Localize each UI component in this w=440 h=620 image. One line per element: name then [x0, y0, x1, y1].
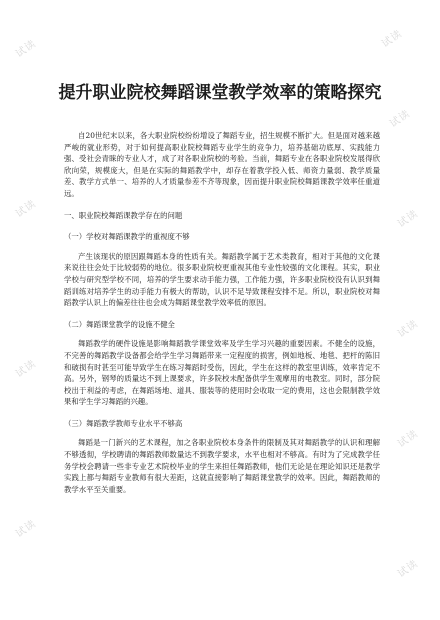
body-paragraph: 产生该现状的原因跟舞蹈本身的性质有关。舞蹈教学属于艺术类教育，相对于其他的文化课来说往往会处于比较弱势的地位。很多职业院校更重视其他专业性较强的文化课程。其实，职业学校与研究型学校不同，培养的学生要求动手能力强，工作能力强，许多职业院校没有认识到舞蹈训练对培养学生的动手能力有极大的帮助，认识不足导致课程安排不足。所以，职业院校对舞蹈教学认识上的偏差往往也会成为舞蹈课堂教学效率低的原因。 [64, 251, 380, 308]
watermark: 试读 [13, 198, 39, 220]
section-heading: 一、职业院校舞蹈课教学存在的问题 [64, 210, 183, 220]
watermark: 试读 [13, 358, 39, 380]
watermark: 试读 [395, 318, 421, 340]
body-paragraph: 舞蹈教学的硬件设施是影响舞蹈教学课堂效率及学生学习兴趣的重要因素。不健全的设施，不完善的舞蹈教学设备都会给学生学习舞蹈带来一定程度的损害，例如地板、地毯、把杆的陈旧和破损有时甚至可能导致学生在练习舞蹈时受伤，因此，学生在这样的教室里训练，效率肯定不高。另外，钢琴的质量达不到上课要求，许多院校未配备供学生观摩用的电教室。同时，部分院校出于利益的考虑，在舞蹈场地、道具、服装等的使用时会收取一定的费用，这也会限制教学效果和学生学习舞蹈的兴趣。 [64, 339, 380, 407]
watermark: 试读 [395, 428, 421, 450]
subsection-heading: （一）学校对舞蹈课教学的重视度不够 [64, 232, 190, 242]
watermark: 试读 [395, 558, 421, 580]
intro-paragraph: 自20世纪末以来，各大职业院校纷纷增设了舞蹈专业，招生规模不断扩大。但是面对越来越严峻的就业形势，对于如何提高职业院校舞蹈专业学生的竞争力，培养基础功底厚、实践能力强、受社会青睐的专业人才，成了对各职业院校的考验。当前，舞蹈专业在各职业院校发展得欣欣向荣，规模庞大，但是在实际的舞蹈教学中，却存在着教学投入低、师资力量弱、教学质量差、教学方式单一、培养的人才质量参差不齐等现象，因而提升职业院校舞蹈课教学效率任重道远。 [64, 131, 380, 198]
watermark: 试读 [13, 38, 39, 60]
document-body [64, 130, 380, 495]
watermark: 试读 [395, 208, 421, 230]
watermark: 试读 [13, 518, 39, 540]
subsection-heading: （二）舞蹈课堂教学的设施不健全 [64, 319, 175, 329]
watermark: 试读 [379, 28, 405, 50]
subsection-heading: （三）舞蹈教学教师专业水平不够高 [64, 418, 183, 428]
watermark: 试读 [387, 108, 413, 130]
body-paragraph: 舞蹈是一门新兴的艺术课程，加之各职业院校本身条件的限制及其对舞蹈教学的认识和理解不够透彻，学校聘请的舞蹈教师数量达不到教学要求，水平也相对不够高。有时为了完成教学任务学校会聘请一些非专业艺术院校毕业的学生来担任舞蹈教师，他们无论是在理论知识还是教学实践上都与舞蹈专业教师有很大差距，这就直接影响了舞蹈课堂教学的效率。因此，舞蹈教师的教学水平至关重要。 [64, 438, 380, 494]
document-title: 提升职业院校舞蹈课堂教学效率的策略探究 [58, 83, 382, 103]
